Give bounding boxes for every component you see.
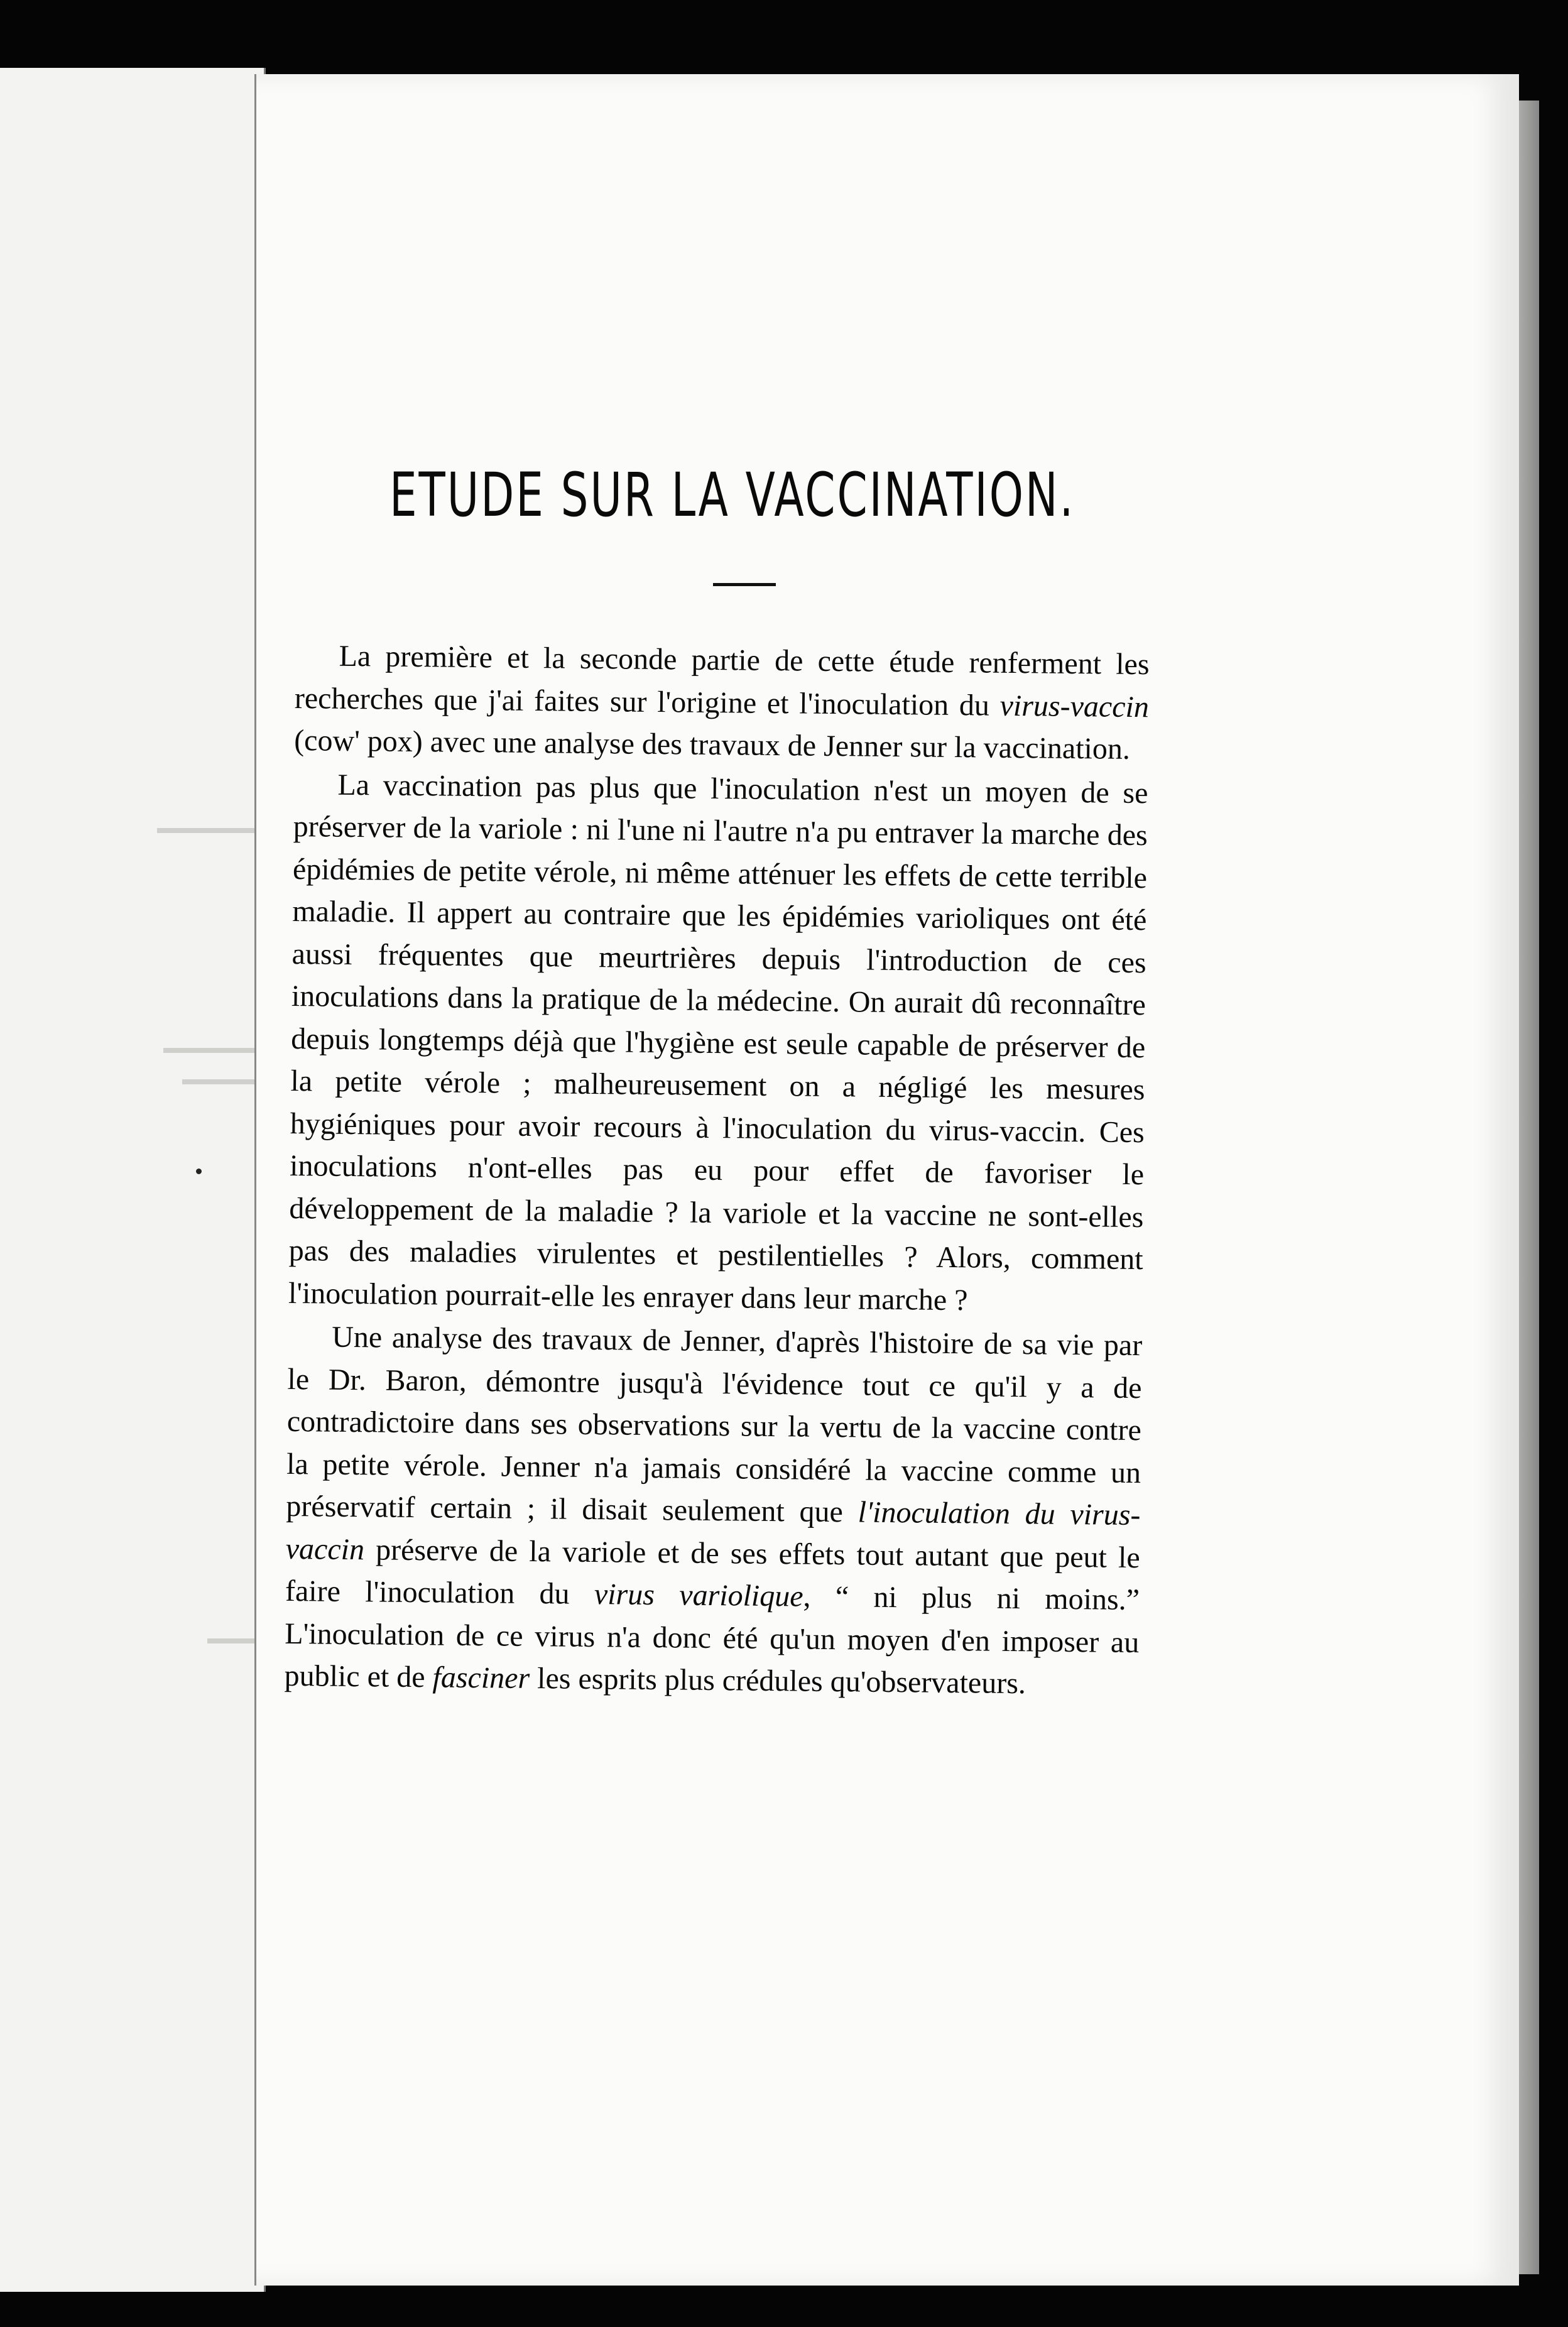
paragraph — [288, 763, 1148, 1323]
bleed-through-line — [207, 1638, 258, 1643]
bleed-through-line — [182, 1079, 258, 1084]
bleed-through-line — [157, 828, 258, 833]
text-run: les esprits plus crédules qu'observateurs. — [529, 1662, 1026, 1701]
margin-mark — [196, 1169, 202, 1174]
italic-text: virus variolique — [594, 1578, 803, 1613]
body-text — [284, 635, 1150, 1706]
title-divider — [713, 583, 776, 586]
left-facing-page — [0, 68, 266, 2292]
text-run: , “ ni plus ni moins.” L'inoculation de ce virus n'a donc été qu'un moyen d'en imposer au public et de — [284, 1579, 1140, 1694]
text-run: préserve de la variole et de ses effets tout autant que peut le faire l'inoculation du — [285, 1532, 1140, 1611]
text-run: (cow' pox) avec une analyse des travaux de Jenner sur la vaccination. — [293, 723, 1131, 766]
text-run: La première et la seconde partie de cette étude renferment les recherches que j'ai faites sur l'origine et l'inoculation du — [294, 639, 1150, 722]
bleed-through-line — [163, 1048, 258, 1053]
page-title: ETUDE SUR LA VACCINATION. — [389, 460, 1075, 531]
paragraph — [294, 635, 1150, 771]
italic-text: virus-vaccin — [999, 689, 1150, 724]
text-run: La vaccination pas plus que l'inoculation n'est un moyen de se préserver de la variole : ni l'une ni l'autre n'a pu entraver la marche des épidémies de petite vérole, ni même atténuer les effets de cette terrible maladie. Il appert au contraire que les épidémies varioliques ont été aussi fréquentes que meurtrières depuis l'introduction de ces inoculations dans la pratique de la médecine. On aurait dû reconnaître depuis longtemps déjà que l'hygiène est seule capable de préserver de la petite vérole ; malheureusement on a négligé les mesures hygiéniques pour avoir recours à l'inoculation du virus-vaccin. Ces inoculations n'ont-elles pas eu pour effet de favoriser le développement de la maladie ? la variole et la vaccine ne sont-elles pas des maladies virulentes et pestilentielles ? Alors, comment l'inoculation pourrait-elle les enrayer dans leur marche ? — [288, 768, 1148, 1317]
italic-text: l'inoculation du virus-vaccin — [285, 1495, 1141, 1566]
text-run: Une analyse des travaux de Jenner, d'après l'histoire de sa vie par le Dr. Baron, démontre jusqu'à l'évidence tout ce qu'il y a de contradictoire dans ses observations sur la vertu de la vaccine contre la petite vérole. Jenner n'a jamais considéré la vaccine comme un préservatif certain ; il disait seulement que — [286, 1320, 1143, 1529]
paragraph — [284, 1316, 1142, 1706]
italic-text: fasciner — [432, 1660, 530, 1695]
